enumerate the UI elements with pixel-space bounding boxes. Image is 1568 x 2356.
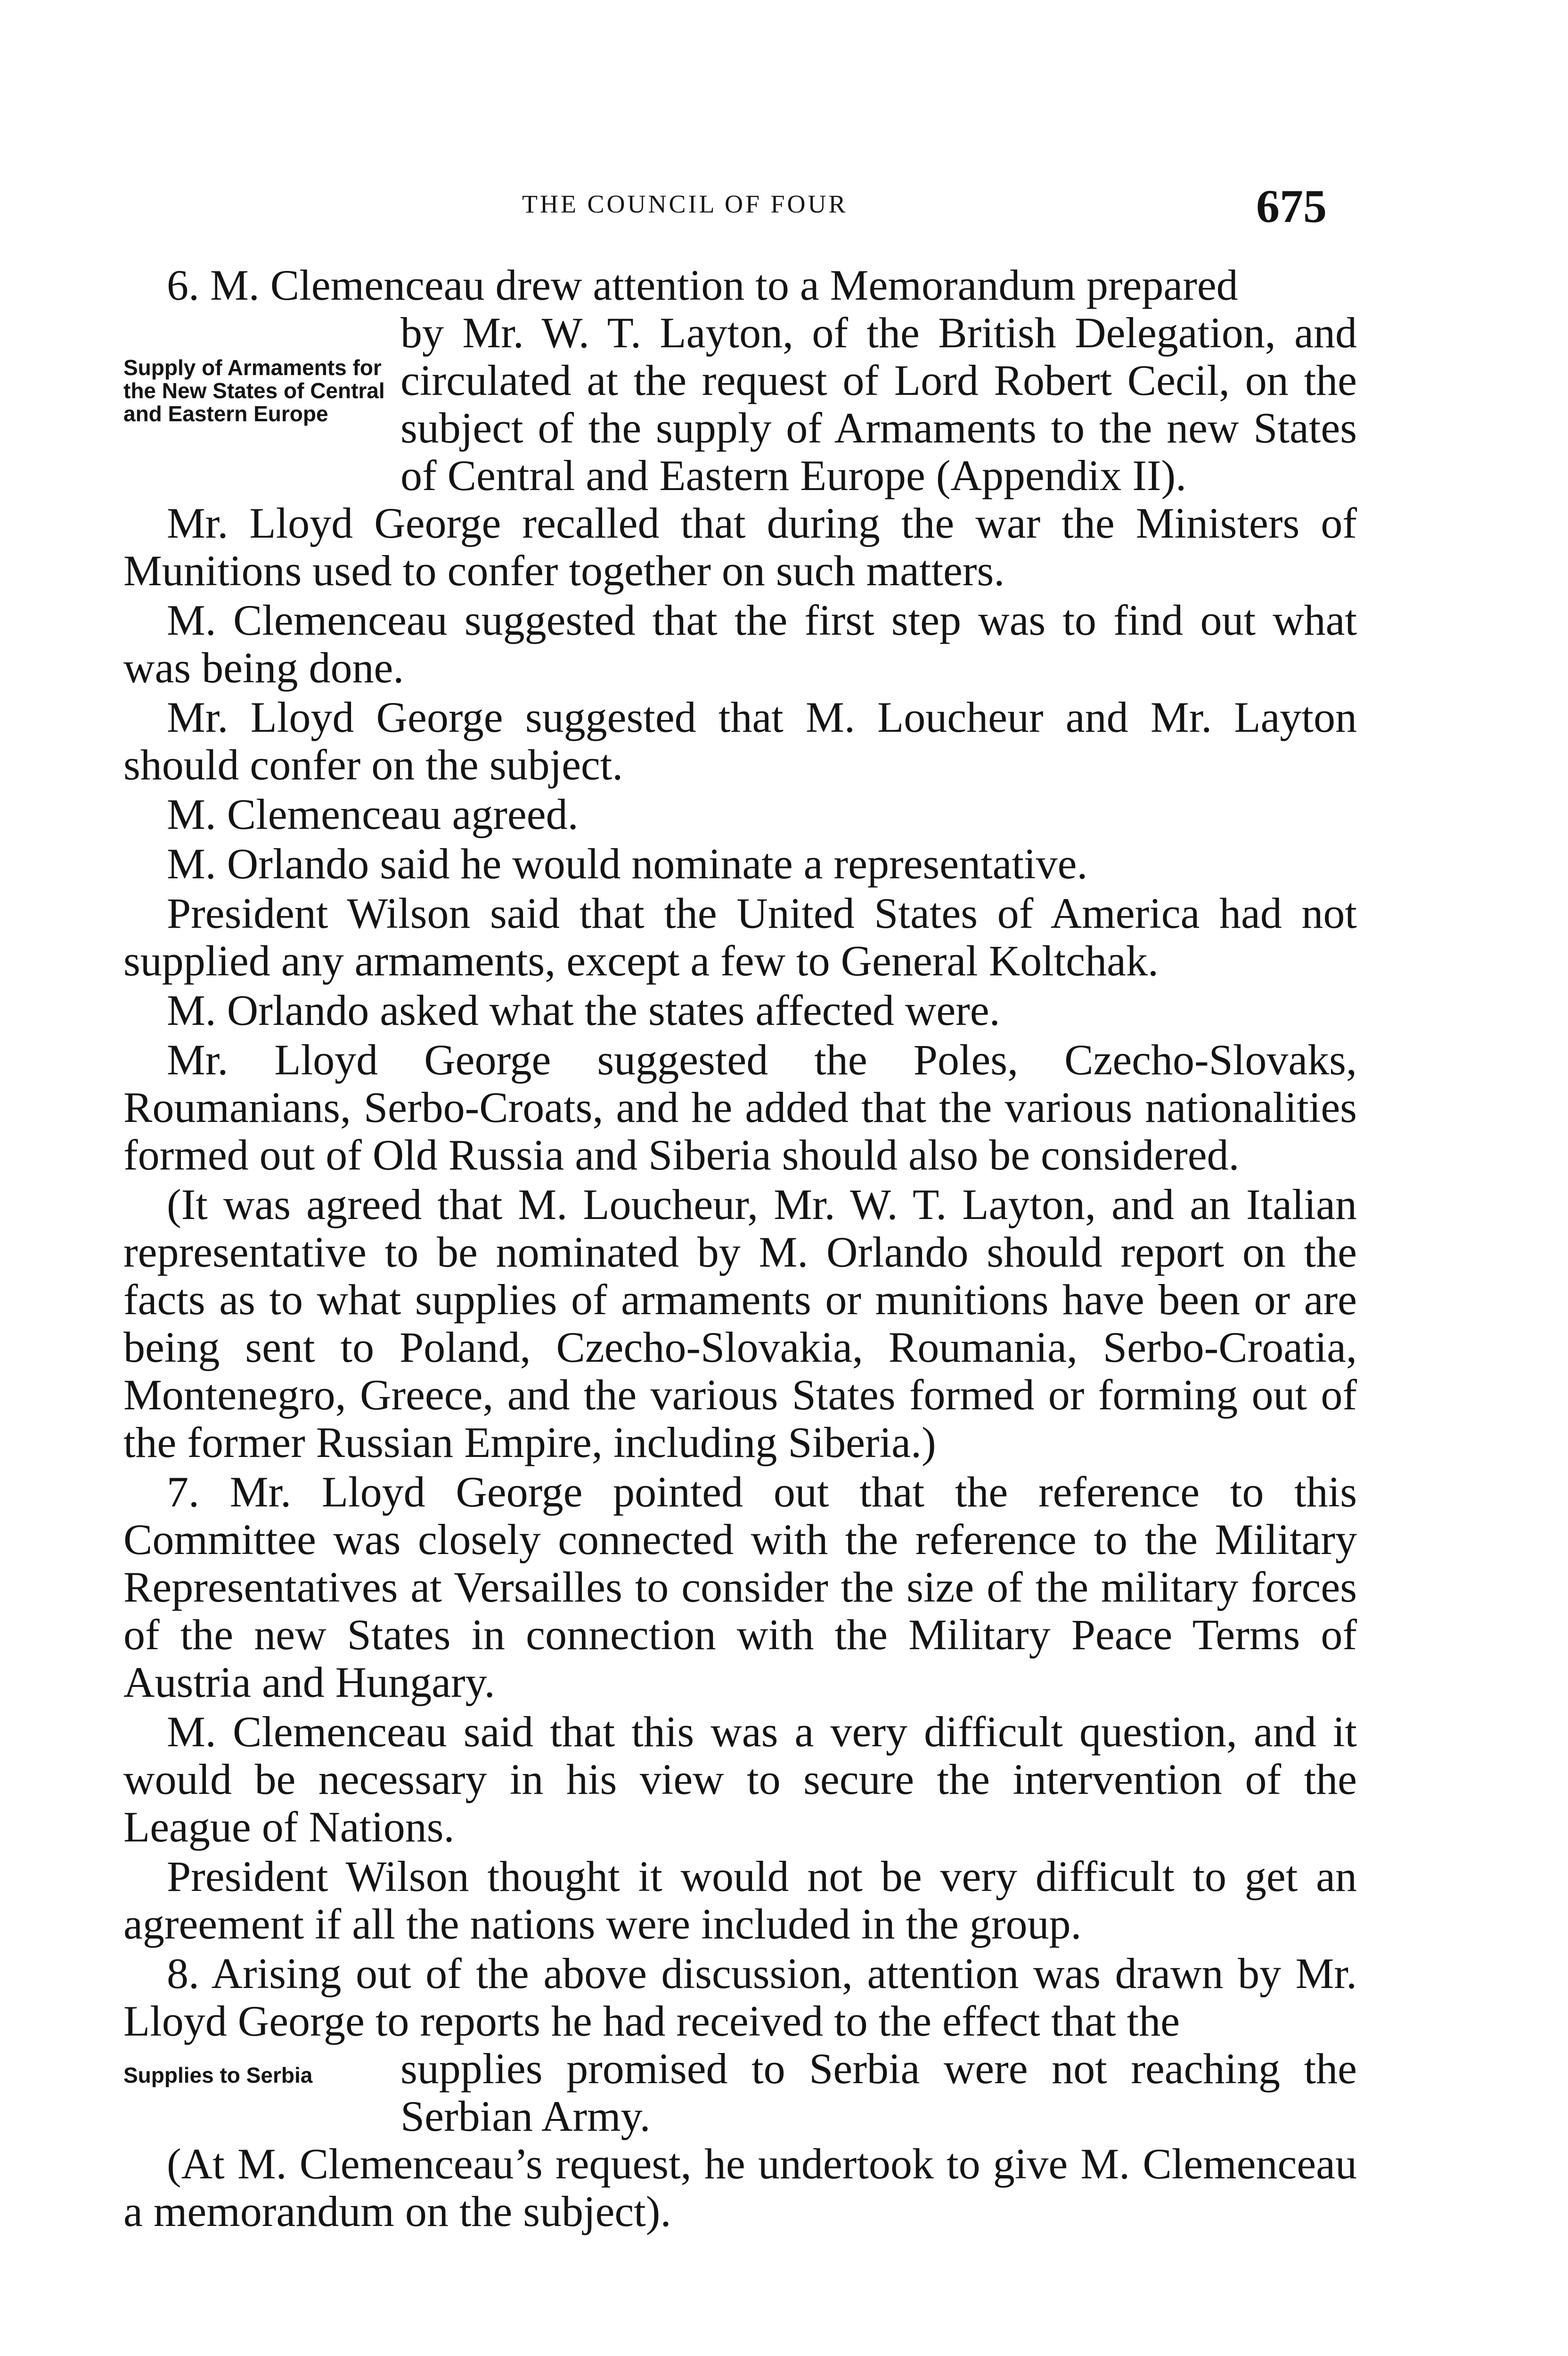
- paragraph: President Wilson said that the United States of America had not supplied any armaments, except a few to General Koltchak.: [123, 889, 1357, 985]
- paragraph: M. Clemenceau said that this was a very difficult question, and it would be necessary in his view to secure the intervention of the League of Nations.: [123, 1708, 1357, 1851]
- paragraph: M. Clemenceau suggested that the first step was to find out what was being done.: [123, 596, 1357, 692]
- running-title: THE COUNCIL OF FOUR: [522, 190, 848, 218]
- paragraph-6-lead: 6. M. Clemenceau drew attention to a Memorandum prepared: [167, 261, 1238, 309]
- paragraph: M. Clemenceau agreed.: [167, 790, 579, 838]
- paragraph: President Wilson thought it would not be very difficult to get an agreement if all the nations were included in the group.: [123, 1852, 1357, 1948]
- sidenote-serbia: Supplies to Serbia: [123, 2063, 313, 2087]
- paragraph-8-rest: supplies promised to Serbia were not reaching the Serbian Army.: [400, 2045, 1357, 2140]
- body-text: [123, 262, 1357, 2235]
- paragraph: (At M. Clemenceau’s request, he undertook to give M. Clemenceau a memorandum on the subject).: [123, 2140, 1357, 2235]
- paragraph: Mr. Lloyd George recalled that during the war the Ministers of Munitions used to confer together on such matters.: [123, 499, 1357, 595]
- paragraph-8-with-sidenote: [123, 2045, 1357, 2140]
- page-number: 675: [1256, 180, 1327, 232]
- paragraph: Mr. Lloyd George suggested that M. Loucheur and Mr. Layton should confer on the subject.: [123, 693, 1357, 789]
- resolution-paragraph: (It was agreed that M. Loucheur, Mr. W. T. Layton, and an Italian representative to be nominated by M. Orlando should report on the facts as to what supplies of armaments or munitions have been or are being sent to Poland, Czecho-Slovakia, Roumania, Serbo-Croatia, Montenegro, Greece, and the various States formed or forming out of the former Russian Empire, including Siberia.): [123, 1180, 1357, 1466]
- paragraph-8-lead: 8. Arising out of the above discussion, attention was drawn by Mr. Lloyd George to reports he had received to the effect that the: [123, 1949, 1357, 2045]
- paragraph: Mr. Lloyd George suggested the Poles, Czecho-Slovaks, Roumanians, Serbo-Croats, and he added that the various nationalities formed out of Old Russia and Siberia should also be considered.: [123, 1036, 1357, 1179]
- paragraph: M. Orlando asked what the states affected were.: [167, 986, 1000, 1034]
- paragraph-6-with-sidenote: [123, 309, 1357, 499]
- paragraph: M. Orlando said he would nominate a representative.: [167, 840, 1088, 888]
- paragraph-6-rest: by Mr. W. T. Layton, of the British Delegation, and circulated at the request of Lord Robert Cecil, on the subject of the supply of Armaments to the new States of Central and Eastern Europe (Appendix II).: [400, 309, 1357, 499]
- paragraph-7: 7. Mr. Lloyd George pointed out that the reference to this Committee was closely connected with the reference to the Military Representatives at Versailles to consider the size of the military forces of the new States in connection with the Military Peace Terms of Austria and Hungary.: [123, 1468, 1357, 1706]
- sidenote-armaments: Supply of Armaments for the New States of Central and Eastern Europe: [123, 355, 385, 426]
